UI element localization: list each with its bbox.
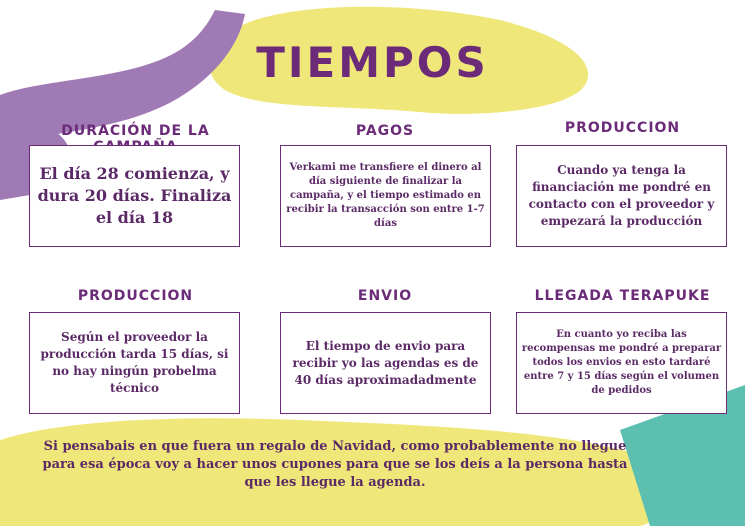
text-pagos: Verkami me transfiere el dinero al día siguiente de finalizar la campaña, y el tiempo estimado en recibir la transacción son entre 1-7 días <box>286 162 485 229</box>
box-produccion-1 <box>516 145 727 247</box>
box-produccion-2 <box>29 312 240 414</box>
box-llegada <box>516 312 727 414</box>
text-produccion-2: Según el proveedor la producción tarda 15 días, si no hay ningún probelma técnico <box>40 330 229 395</box>
bottom-note: Si pensabais en que fuera un regalo de Navidad, como probablemente no llegue para esa época voy a hacer unos cupones para que se los deís a la persona hasta que les llegue la agenda. <box>42 439 628 490</box>
page-title: TIEMPOS <box>256 38 489 87</box>
text-produccion-1: Cuando ya tenga la financiación me pondré en contacto con el proveedor y empezará la producción <box>528 163 715 228</box>
heading-pagos: PAGOS <box>355 123 415 139</box>
text-envio: El tiempo de envio para recibir yo las agendas es de 40 días aproximadadmente <box>292 338 479 387</box>
text-duracion: El día 28 comienza, y dura 20 días. Finaliza el día 18 <box>37 164 232 227</box>
heading-envio: ENVIO <box>357 288 413 304</box>
heading-llegada: LLEGADA TERAPUKE <box>534 288 711 304</box>
box-duracion <box>29 145 240 247</box>
heading-produccion-2: PRODUCCION <box>77 288 194 304</box>
box-pagos <box>280 145 491 247</box>
heading-duracion: DURACIÓN DE LA <box>61 123 210 139</box>
text-llegada: En cuanto yo reciba las recompensas me pondré a preparar todos los envios en esto tardaré entre 7 y 15 días según el volumen de pedidos <box>521 329 722 396</box>
box-envio <box>280 312 491 414</box>
heading-produccion-1: PRODUCCION <box>564 120 681 136</box>
